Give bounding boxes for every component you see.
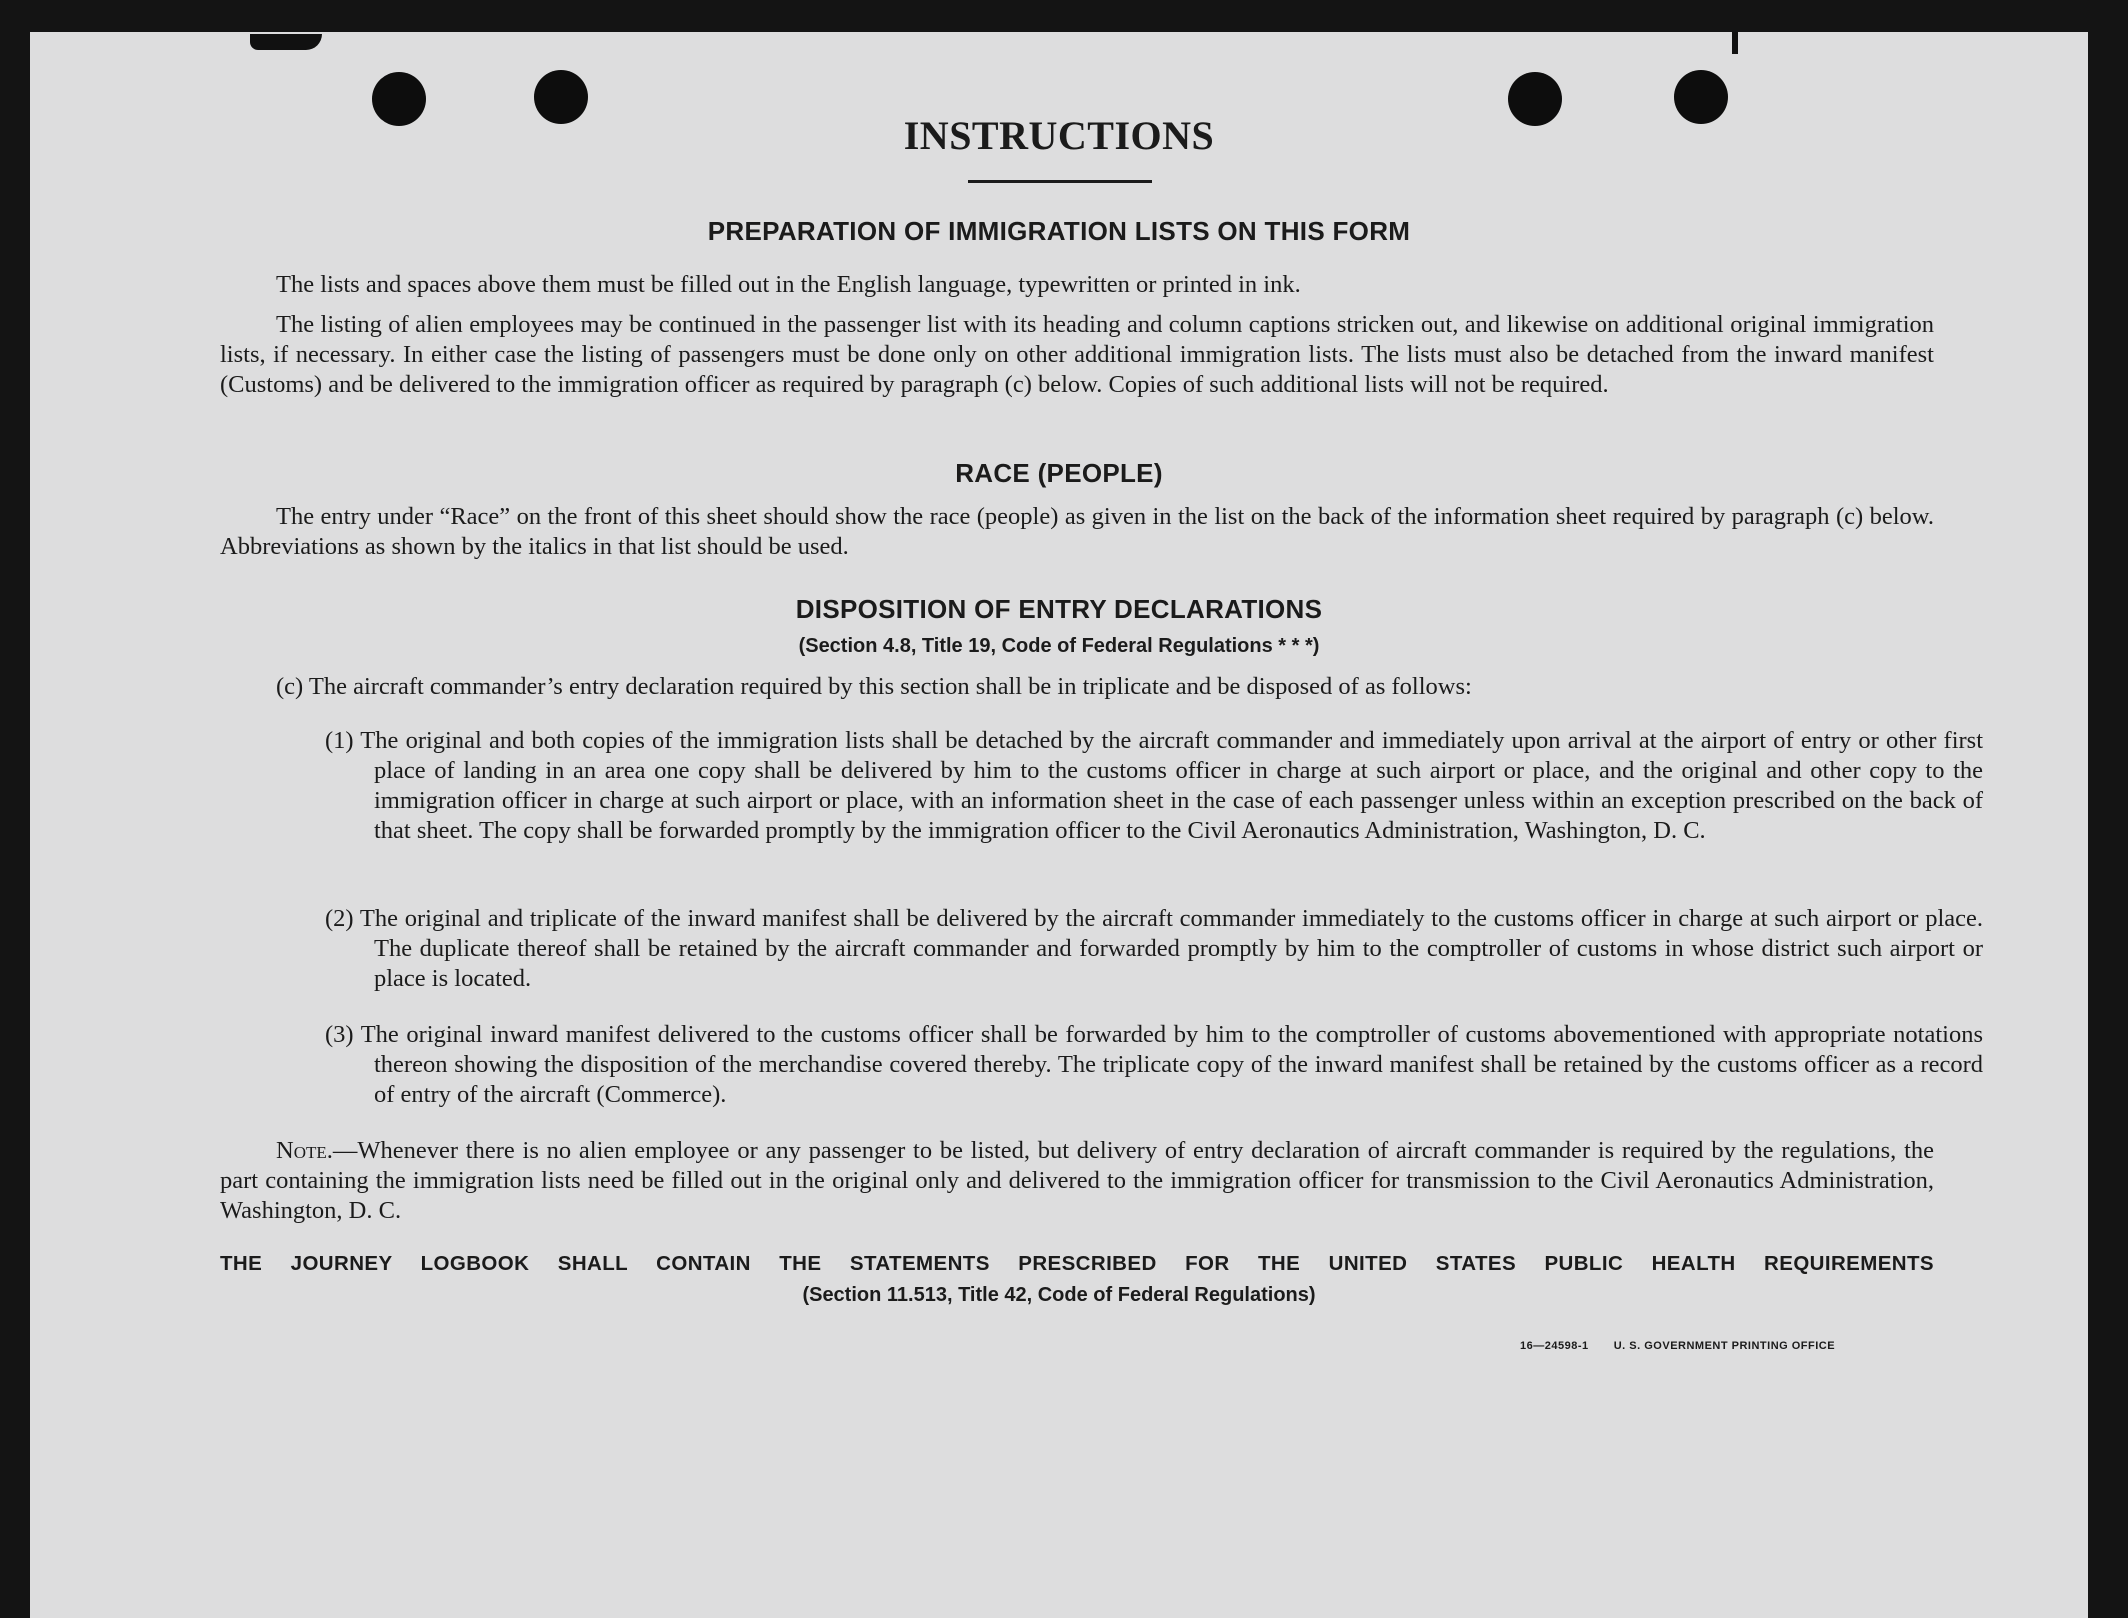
disposition-item-2: (2) The original and triplicate of the inward manifest shall be delivered by the aircraft commander immediately to the customs officer in charge at such airport or place. The duplicate thereof shall be retained by the aircraft commander and forwarded promptly by him to the comptroller of customs in whose district such airport or place is located. [325, 905, 1983, 992]
paragraph-race: The entry under “Race” on the front of this sheet should show the race (people) as given in the list on the back of the information sheet required by paragraph (c) below. Abbreviations as shown by the italics in that list should be used. [220, 503, 1934, 560]
page-title: INSTRUCTIONS [903, 113, 1215, 158]
document-page [30, 32, 2088, 1618]
paragraph-preparation-1: The lists and spaces above them must be filled out in the English language, typewritten or printed in ink. [276, 271, 1301, 298]
note-label: Note. [276, 1137, 333, 1164]
disposition-item-1: (1) The original and both copies of the immigration lists shall be detached by the aircraft commander and immediately upon arrival at the airport of entry or other first place of landing in an area one copy shall be delivered by him to the customs officer in charge at such airport or place, and the original and other copy to the immigration officer in charge at such airport or place, with an information sheet in the case of each passenger unless within an exception prescribed on the back of that sheet. The copy shall be forwarded promptly by the immigration officer to the Civil Aeronautics Administration, Washington, D. C. [325, 727, 1983, 844]
note-paragraph [220, 1136, 1934, 1226]
section-heading-preparation: PREPARATION OF IMMIGRATION LISTS ON THIS FORM [707, 216, 1411, 246]
health-citation: (Section 11.513, Title 42, Code of Federal Regulations) [802, 1284, 1316, 1306]
section-heading-disposition: DISPOSITION OF ENTRY DECLARATIONS [795, 594, 1323, 624]
title-rule [968, 180, 1152, 183]
ink-mark [1732, 32, 1738, 54]
printer-name: U. S. GOVERNMENT PRINTING OFFICE [1613, 1340, 1836, 1352]
disposition-item-3: (3) The original inward manifest delivered to the customs officer shall be forwarded by him to the comptroller of customs abovementioned with appropriate notations thereon showing the disposition of the merchandise covered thereby. The triplicate copy of the inward manifest shall be retained by the customs officer as a record of entry of the aircraft (Commerce). [325, 1021, 1983, 1108]
printer-footer [1520, 1340, 1835, 1352]
section-heading-race: RACE (PEOPLE) [955, 458, 1163, 488]
disposition-citation: (Section 4.8, Title 19, Code of Federal Regulations * * *) [798, 635, 1320, 657]
health-requirements-line: THE JOURNEY LOGBOOK SHALL CONTAIN THE STATEMENTS PRESCRIBED FOR THE UNITED STATES PUBLIC HEALTH REQUIREMENTS [220, 1252, 1934, 1275]
paragraph-preparation-2: The listing of alien employees may be continued in the passenger list with its heading and column captions stricken out, and likewise on additional original immigration lists, if necessary. In either case the listing of passengers must be done only on other additional immigration lists. The lists must also be detached from the inward manifest (Customs) and be delivered to the immigration officer as required by paragraph (c) below. Copies of such additional lists will not be required. [220, 311, 1934, 398]
disposition-intro: (c) The aircraft commander’s entry declaration required by this section shall be in triplicate and be disposed of as follows: [276, 673, 1472, 700]
form-number: 16—24598‑1 [1520, 1340, 1589, 1352]
note-text: —Whenever there is no alien employee or any passenger to be listed, but delivery of entry declaration of aircraft commander is required by the regulations, the part containing the immigration lists need be filled out in the original only and delivered to the immigration officer for transmission to the Civil Aeronautics Administration, Washington, D. C. [220, 1137, 1934, 1224]
ink-mark [250, 34, 322, 50]
